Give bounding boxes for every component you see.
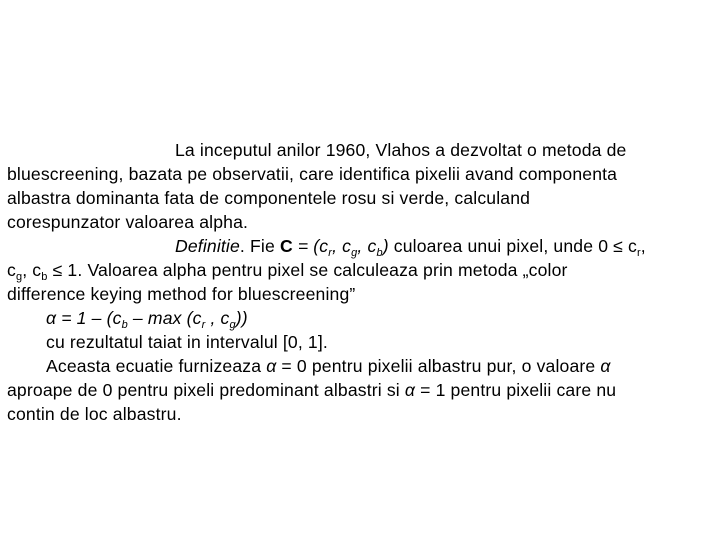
- text: Aceasta ecuatie furnizeaza: [46, 356, 267, 376]
- paragraph-1-line-2: [7, 162, 617, 186]
- text: , c: [22, 260, 42, 280]
- text: . Fie: [239, 236, 280, 256]
- subscript: b: [121, 319, 128, 331]
- paragraph-3-line-1: [46, 354, 611, 378]
- text: cu rezultatul taiat in intervalul [0, 1].: [46, 332, 328, 352]
- subscript: r: [201, 319, 206, 331]
- text: )): [235, 308, 248, 328]
- definition-line-1: [175, 234, 646, 258]
- text: contin de loc albastru.: [7, 404, 182, 424]
- text: ): [382, 236, 389, 256]
- text: , c: [205, 308, 230, 328]
- color-symbol: C: [279, 236, 293, 256]
- definition-line-3: [7, 282, 355, 306]
- paragraph-3-line-3: [7, 402, 182, 426]
- text: – max (c: [127, 308, 202, 328]
- text: culoarea unui pixel, unde 0 ≤ c: [388, 236, 637, 256]
- definition-line-2: [7, 258, 568, 282]
- text: ,: [640, 236, 646, 256]
- subscript: g: [15, 271, 23, 283]
- text: c: [7, 260, 16, 280]
- text: ≤ 1. Valoarea alpha pentru pixel se calculeaza prin metoda „color: [47, 260, 568, 280]
- definition-label: Definitie: [175, 236, 240, 256]
- text: = (c: [292, 236, 329, 256]
- paragraph-1-line-3: [7, 186, 530, 210]
- text: albastra dominanta fata de componentele rosu si verde, calculand: [7, 188, 531, 208]
- subscript: b: [41, 271, 48, 283]
- subscript: r: [636, 247, 641, 259]
- alpha-symbol: α: [404, 380, 416, 400]
- text: La inceputul anilor 1960, Vlahos a dezvoltat o metoda de: [175, 140, 627, 160]
- text: , c: [357, 236, 377, 256]
- text: α = 1 – (c: [46, 308, 122, 328]
- paragraph-1-line-4: [7, 210, 248, 234]
- subscript: b: [376, 247, 383, 259]
- text: = 0 pentru pixelii albastru pur, o valoare: [276, 356, 601, 376]
- clip-note: [46, 330, 328, 354]
- paragraph-3-line-2: [7, 378, 616, 402]
- text: difference keying method for bluescreening”: [7, 284, 356, 304]
- alpha-formula: [46, 306, 248, 330]
- paragraph-1-line-1: [175, 138, 626, 162]
- subscript: g: [351, 247, 358, 259]
- alpha-symbol: α: [600, 356, 611, 376]
- subscript: g: [229, 319, 236, 331]
- alpha-symbol: α: [266, 356, 277, 376]
- text: aproape de 0 pentru pixeli predominant albastri si: [7, 380, 405, 400]
- text: , c: [332, 236, 352, 256]
- text: bluescreening, bazata pe observatii, care identifica pixelii avand componenta: [7, 164, 618, 184]
- text: corespunzator valoarea alpha.: [7, 212, 249, 232]
- subscript: r: [328, 247, 333, 259]
- text: = 1 pentru pixelii care nu: [415, 380, 617, 400]
